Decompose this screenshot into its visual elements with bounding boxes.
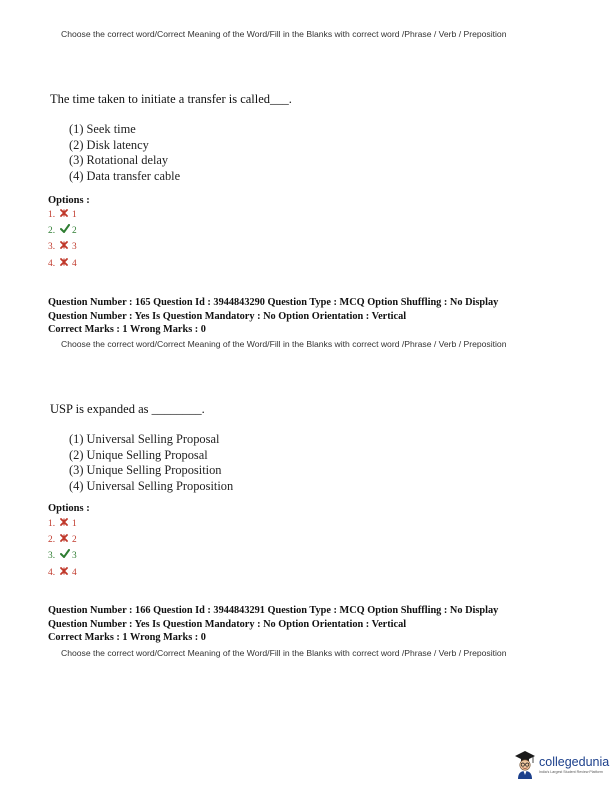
answer-number: 1. <box>48 210 56 220</box>
answer-option <box>48 239 77 255</box>
answer-list <box>48 516 77 581</box>
question-meta <box>48 604 498 645</box>
choice-item: (2) Unique Selling Proposal <box>69 447 208 462</box>
question-text: The time taken to initiate a transfer is called___. <box>50 92 292 106</box>
choice-item: (3) Rotational delay <box>69 153 169 168</box>
choice-item: (2) Disk latency <box>69 137 149 152</box>
answer-option <box>48 223 77 239</box>
instruction-text: Choose the correct word/Correct Meaning of the Word/Fill in the Blanks with correct word /Phrase / Verb / Preposition <box>61 29 507 39</box>
answer-number: 4. <box>48 258 56 269</box>
answer-value: 4 <box>72 258 77 269</box>
check-icon <box>60 548 70 564</box>
answer-value: 4 <box>72 567 77 578</box>
collegedunia-logo <box>514 750 609 780</box>
meta-line: Question Number : Yes Is Question Mandatory : No Option Orientation : Vertical <box>48 618 407 630</box>
choice-item: (4) Data transfer cable <box>69 168 181 183</box>
answer-value: 2 <box>72 535 77 546</box>
cross-icon <box>60 207 70 223</box>
cross-icon <box>60 565 70 581</box>
answer-number: 3. <box>48 242 56 253</box>
choice-list <box>69 122 180 184</box>
choice-item: (3) Unique Selling Proposition <box>69 463 222 478</box>
answer-number: 1. <box>48 519 56 529</box>
answer-value: 3 <box>72 551 77 562</box>
choice-item: (4) Universal Selling Proposition <box>69 478 234 493</box>
logo-tagline: India's Largest Student Review Platform <box>539 770 603 774</box>
answer-number: 2. <box>48 226 56 237</box>
question-meta <box>48 296 498 337</box>
meta-line: Correct Marks : 1 Wrong Marks : 0 <box>48 324 206 336</box>
answer-option <box>48 548 77 564</box>
answer-number: 3. <box>48 551 56 562</box>
answer-option <box>48 532 77 548</box>
meta-line: Question Number : Yes Is Question Mandatory : No Option Orientation : Vertical <box>48 310 407 322</box>
answer-list <box>48 207 77 272</box>
check-icon <box>60 223 70 239</box>
cross-icon <box>60 516 70 532</box>
answer-option <box>48 516 77 532</box>
instruction-text: Choose the correct word/Correct Meaning of the Word/Fill in the Blanks with correct word /Phrase / Verb / Preposition <box>61 339 507 349</box>
answer-option <box>48 256 77 272</box>
answer-value: 3 <box>72 242 77 253</box>
meta-line: Question Number : 165 Question Id : 3944843290 Question Type : MCQ Option Shuffling : No Display <box>48 297 499 308</box>
answer-value: 2 <box>72 226 77 237</box>
answer-value: 1 <box>72 210 77 220</box>
logo-wordmark: collegedunia <box>539 755 610 769</box>
answer-option <box>48 565 77 581</box>
cross-icon <box>60 532 70 548</box>
options-label: Options : <box>48 503 90 514</box>
answer-number: 4. <box>48 567 56 578</box>
choice-item: (1) Universal Selling Proposal <box>69 432 220 446</box>
choice-list <box>69 432 233 494</box>
meta-line: Question Number : 166 Question Id : 3944843291 Question Type : MCQ Option Shuffling : No Display <box>48 605 499 616</box>
question-text: USP is expanded as ________. <box>50 402 205 416</box>
cross-icon <box>60 256 70 272</box>
choice-item: (1) Seek time <box>69 122 136 136</box>
answer-value: 1 <box>72 519 77 529</box>
instruction-text: Choose the correct word/Correct Meaning of the Word/Fill in the Blanks with correct word /Phrase / Verb / Preposition <box>61 648 507 658</box>
meta-line: Correct Marks : 1 Wrong Marks : 0 <box>48 632 206 644</box>
student-mascot-icon <box>514 750 536 780</box>
answer-option <box>48 207 77 223</box>
answer-number: 2. <box>48 535 56 546</box>
cross-icon <box>60 239 70 255</box>
options-label: Options : <box>48 195 90 206</box>
